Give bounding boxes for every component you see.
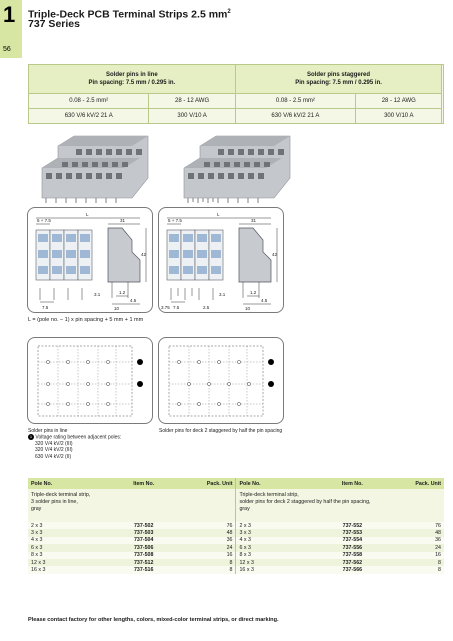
marker-1-icon: 1 xyxy=(29,434,33,440)
item-number: 737-556 xyxy=(309,544,396,551)
desc-line: solder pins for deck 2 staggered by half the pin spacing, xyxy=(239,499,371,506)
pole-cell: 8 x 3 xyxy=(236,552,309,559)
notes-inline xyxy=(28,428,153,460)
pack-unit: 76 xyxy=(396,522,444,529)
marker-1-icon xyxy=(137,381,143,387)
marker-1-icon xyxy=(268,359,274,365)
dim-first-label: 5 + 7.5 xyxy=(37,218,51,223)
dim-pitch-label: 7.5 xyxy=(173,305,180,310)
item-number: 737-502 xyxy=(100,522,187,529)
col-pole-no: Pole No. xyxy=(28,478,100,489)
spec-header-inline xyxy=(29,65,236,94)
pack-unit: 16 xyxy=(187,552,236,559)
spec-header-inline-line2: Pin spacing: 7.5 mm / 0.295 in. xyxy=(88,80,176,86)
spec-cell: 300 V/10 A xyxy=(149,109,235,124)
pack-unit: 8 xyxy=(396,566,444,573)
pcb-layout-staggered xyxy=(158,337,284,424)
dim-side-label: 31 xyxy=(120,218,126,223)
spec-cell: 28 - 12 AWG xyxy=(356,94,442,109)
pole-cell: 6 x 3 xyxy=(28,544,100,551)
dim-height-label: 42 xyxy=(141,252,147,257)
footer-note: Please contact factory for other lengths, colors, mixed-color terminal strips, or direct marking. xyxy=(28,617,279,623)
pack-unit: 24 xyxy=(187,544,236,551)
order-table xyxy=(28,478,444,574)
item-number: 737-558 xyxy=(309,552,396,559)
notes-voltage-3: 630 V/4 kV/2 (II) xyxy=(35,453,72,460)
pack-unit: 36 xyxy=(187,537,236,544)
col-pack-unit: Pack. Unit xyxy=(396,478,444,489)
item-number: 737-553 xyxy=(309,529,396,536)
dimension-drawing-inline xyxy=(27,207,153,313)
pack-unit: 8 xyxy=(187,566,236,573)
product-photo-staggered xyxy=(178,128,298,204)
desc-line: gray xyxy=(31,506,42,513)
dimension-drawing-staggered-graphic xyxy=(159,208,283,312)
pack-unit: 48 xyxy=(187,529,236,536)
pack-unit: 8 xyxy=(396,559,444,566)
spec-cell: 0.08 - 2.5 mm² xyxy=(235,94,355,109)
spec-cell: 630 V/6 kV/2 21 A xyxy=(235,109,355,124)
item-number: 737-516 xyxy=(100,566,187,573)
product-photo-inline xyxy=(36,128,156,204)
dim-side-label: 31 xyxy=(251,218,257,223)
pcb-layout-staggered-graphic xyxy=(159,338,283,423)
pack-unit: 48 xyxy=(396,529,444,536)
spec-cell: 28 - 12 AWG xyxy=(149,94,235,109)
table-row xyxy=(28,566,444,573)
col-item-no: Item No. xyxy=(309,478,396,489)
item-number: 737-504 xyxy=(100,537,187,544)
series-subtitle: 737 Series xyxy=(28,18,80,30)
product-description-inline xyxy=(28,489,236,522)
item-number: 737-554 xyxy=(309,537,396,544)
pole-cell: 16 x 3 xyxy=(28,566,100,573)
item-number: 737-562 xyxy=(309,559,396,566)
spec-table xyxy=(28,64,444,124)
dim-pitch-label: 7.5 xyxy=(42,305,49,310)
dim-pin-label: 3.1 xyxy=(219,292,226,297)
spec-header-staggered-line1: Solder pins staggered xyxy=(307,72,371,78)
pole-cell: 4 x 3 xyxy=(236,537,309,544)
table-row xyxy=(28,559,444,566)
title-superscript: 2 xyxy=(227,9,231,15)
desc-line: gray xyxy=(239,506,250,513)
desc-line: Triple-deck terminal strip, xyxy=(239,492,299,498)
pack-unit: 36 xyxy=(396,537,444,544)
spec-cell: 300 V/10 A xyxy=(356,109,442,124)
pole-cell: 12 x 3 xyxy=(236,559,309,566)
table-row xyxy=(28,552,444,559)
dim-first-label: 5 + 7.5 xyxy=(168,218,182,223)
spec-cell: 630 V/6 kV/2 21 A xyxy=(29,109,149,124)
dim-d3-label: 4.5 xyxy=(261,298,268,303)
pole-cell: 2 x 3 xyxy=(28,522,100,529)
length-formula: L = (pole no. – 1) x pin spacing + 5 mm + 1 mm xyxy=(28,317,144,323)
dim-d3-label: 4.5 xyxy=(130,298,137,303)
dim-d1-label: 1.2 xyxy=(119,290,126,295)
notes-voltage-text: Voltage rating between adjacent poles: xyxy=(35,434,122,441)
pole-cell: 8 x 3 xyxy=(28,552,100,559)
dimension-drawing-staggered xyxy=(158,207,284,313)
pack-unit: 16 xyxy=(396,552,444,559)
notes-voltage-1: 320 V/4 kV/2 (III) xyxy=(35,440,73,447)
pcb-layout-inline-graphic xyxy=(28,338,152,423)
item-number: 737-552 xyxy=(309,522,396,529)
item-number: 737-506 xyxy=(100,544,187,551)
notes-inline-title: Solder pins in line xyxy=(28,428,68,434)
dim-total-label: L xyxy=(86,212,89,217)
item-number: 737-566 xyxy=(309,566,396,573)
col-pole-no: Pole No. xyxy=(236,478,309,489)
marker-1-icon xyxy=(137,359,143,365)
item-number: 737-512 xyxy=(100,559,187,566)
table-row xyxy=(28,544,444,551)
pack-unit: 24 xyxy=(396,544,444,551)
spec-cell: 0.08 - 2.5 mm² xyxy=(29,94,149,109)
item-number: 737-503 xyxy=(100,529,187,536)
dim-d2-label: 10 xyxy=(114,306,120,311)
table-row xyxy=(28,529,444,536)
dim-d2-label: 10 xyxy=(245,306,251,311)
pole-cell: 6 x 3 xyxy=(236,544,309,551)
notes-voltage-2: 320 V/4 kV/2 (III) xyxy=(35,447,73,454)
pole-cell: 3 x 3 xyxy=(28,529,100,536)
pole-cell: 2 x 3 xyxy=(236,522,309,529)
desc-line: 3 solder pins in line, xyxy=(31,499,78,506)
col-pack-unit: Pack. Unit xyxy=(187,478,236,489)
pack-unit: 8 xyxy=(187,559,236,566)
notes-staggered: Solder pins for deck 2 staggered by half the pin spacing xyxy=(159,428,283,434)
pack-unit: 76 xyxy=(187,522,236,529)
spec-header-inline-line1: Solder pins in line xyxy=(106,72,158,78)
product-description-staggered xyxy=(236,489,444,522)
spec-header-staggered xyxy=(235,65,442,94)
pole-cell: 12 x 3 xyxy=(28,559,100,566)
table-row xyxy=(28,522,444,529)
notes-voltage-line xyxy=(28,434,153,441)
dim-d4-label: 3.75 xyxy=(161,305,170,310)
table-row xyxy=(28,537,444,544)
item-number: 737-508 xyxy=(100,552,187,559)
dim-pin-label: 3.1 xyxy=(94,292,101,297)
marker-1-icon xyxy=(268,381,274,387)
pole-cell: 4 x 3 xyxy=(28,537,100,544)
dim-d1-label: 1.2 xyxy=(250,290,257,295)
page-number: 56 xyxy=(3,46,11,53)
col-item-no: Item No. xyxy=(100,478,187,489)
spec-blank-cell xyxy=(442,65,444,124)
dimension-drawing-inline-graphic xyxy=(28,208,152,312)
pcb-layout-inline xyxy=(27,337,153,424)
pole-cell: 16 x 3 xyxy=(236,566,309,573)
title-text: Triple-Deck PCB Terminal Strips 2.5 mm xyxy=(28,8,228,21)
dim-height-label: 42 xyxy=(272,252,278,257)
dim-total-label: L xyxy=(217,212,220,217)
spec-header-staggered-line2: Pin spacing: 7.5 mm / 0.295 in. xyxy=(295,80,382,86)
pole-cell: 3 x 3 xyxy=(236,529,309,536)
chapter-number: 1 xyxy=(3,2,16,27)
desc-line: Triple-deck terminal strip, xyxy=(31,492,91,498)
dim-d5-label: 2.5 xyxy=(203,305,210,310)
